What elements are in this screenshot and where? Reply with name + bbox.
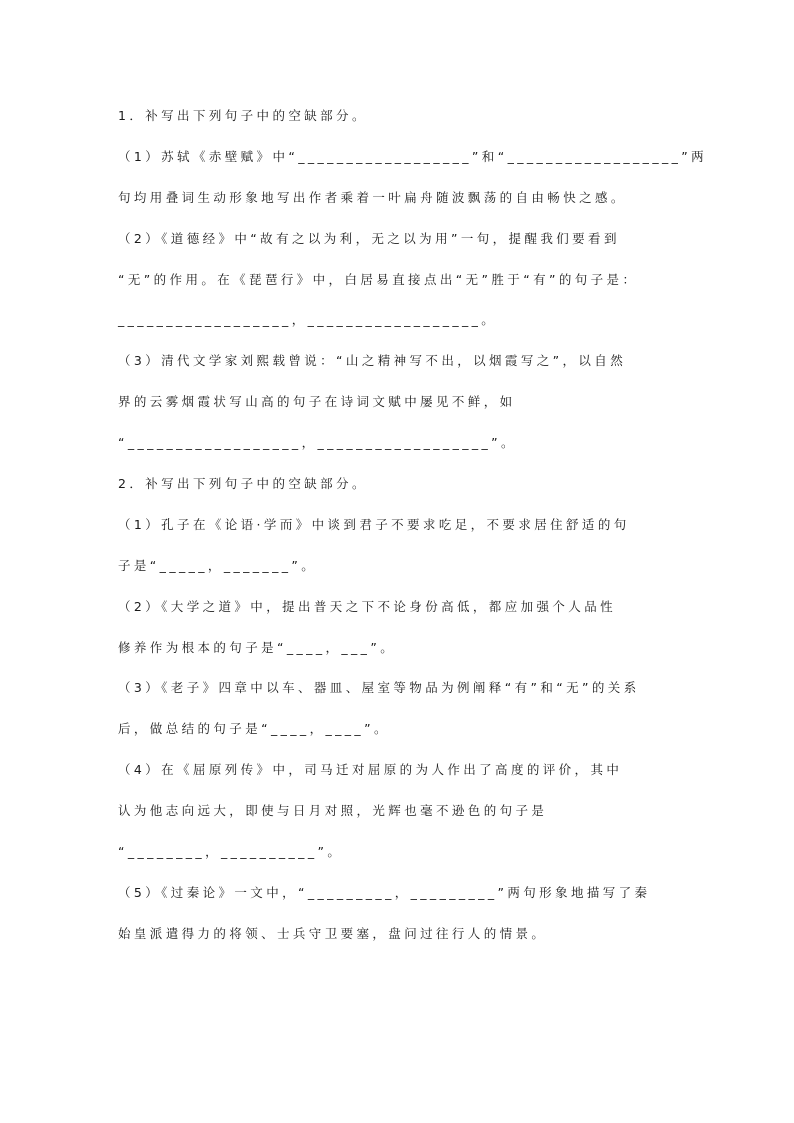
question-2-2-line-1: （2）《大学之道》中，提出普天之下不论身份高低，都应加强个人品性 — [118, 598, 617, 614]
question-1-2-line-2: “无”的作用。在《琵琶行》中，白居易直接点出“无”胜于“有”的句子是： — [118, 271, 639, 287]
question-2-1-line-1: （1）孔子在《论语·学而》中谈到君子不要求吃足，不要求居住舒适的句 — [118, 516, 630, 532]
question-2-1-line-2: 子是“_____，_______”。 — [118, 557, 318, 573]
question-2-4-line-1: （4）在《屈原列传》中，司马迁对屈原的为人作出了高度的评价，其中 — [118, 762, 623, 778]
question-2-3-line-1: （3）《老子》四章中以车、器皿、屋室等物品为例阐释“有”和“无”的关系 — [118, 680, 640, 696]
question-1-2-line-1: （2）《道德经》中“故有之以为利，无之以为用”一句，提醒我们要看到 — [118, 230, 620, 246]
question-1-1-line-2: 句均用叠词生动形象地写出作者乘着一叶扁舟随波飘荡的自由畅快之感。 — [118, 189, 627, 205]
question-1-3-line-1: （3）清代文学家刘熙载曾说：“山之精神写不出，以烟霞写之”，以自然 — [118, 353, 627, 369]
question-2-4-line-2: 认为他志向远大，即使与日月对照，光辉也毫不逊色的句子是 — [118, 803, 548, 819]
question-2-heading: 2．补写出下列句子中的空缺部分。 — [118, 476, 368, 492]
question-1-2-line-3: __________________，__________________。 — [118, 312, 498, 328]
question-2-3-line-2: 后，做总结的句子是“____，____”。 — [118, 721, 390, 737]
question-1-3-line-3: “__________________，__________________”。 — [118, 435, 517, 451]
document-body — [118, 104, 708, 963]
question-2-2-line-2: 修养作为根本的句子是“____，___”。 — [118, 639, 397, 655]
question-2-4-line-3: “________，__________”。 — [118, 844, 344, 860]
question-1-heading: 1．补写出下列句子中的空缺部分。 — [118, 108, 368, 123]
question-1-1-line-1: （1）苏轼《赤壁赋》中“__________________”和“__________________”两 — [118, 148, 708, 164]
question-1-3-line-2: 界的云雾烟霞状写山高的句子在诗词文赋中屡见不鲜，如 — [118, 394, 516, 410]
question-2-5-line-2: 始皇派遣得力的将领、士兵守卫要塞，盘问过往行人的情景。 — [118, 925, 548, 941]
question-2-5-line-1: （5）《过秦论》一文中，“_________，_________”两句形象地描写了秦 — [118, 884, 651, 900]
